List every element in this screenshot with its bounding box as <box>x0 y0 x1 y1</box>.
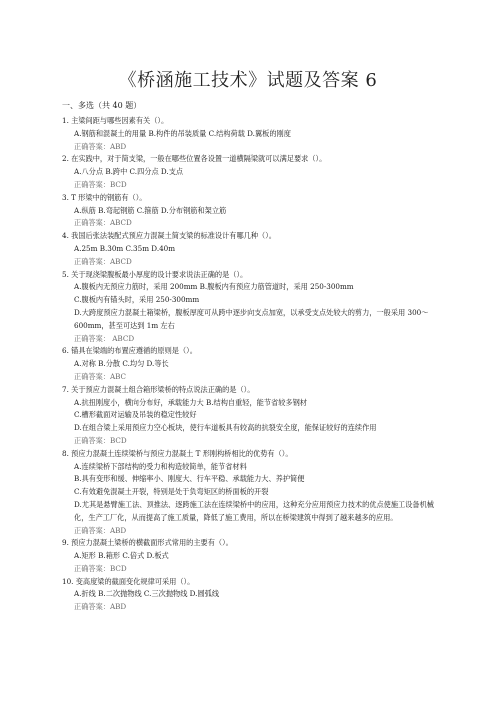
question-list <box>62 115 440 614</box>
section-heading: 一、多选（共 40 题） <box>62 101 142 110</box>
option-line: A.连续梁桥下部结构的受力和构造较简单，能节省材料 <box>74 461 247 471</box>
option-line: A.折线 B.二次抛物线 C.三次抛物线 D.圆弧线 <box>74 589 220 599</box>
answer-line: 正确答案：BCD <box>74 435 127 445</box>
document-body <box>62 100 440 614</box>
option-line: D.大跨度预应力混凝土箱梁桥，腹板厚度可从跨中逐步向支点加宽，以承受支点处较大的剪力，一般采用 300～600mm，甚至可达到 1m 左右 <box>74 307 429 330</box>
question-line: 2. 在实践中，对于简支梁，一般在哪些位置各设置一道横隔梁就可以满足要求（）。 <box>62 154 327 164</box>
question-line: 9. 预应力混凝土梁桥的横截面形式常用的主要有（）。 <box>62 538 233 548</box>
question-line: 6. 锚具在梁端的布置应遵循的原则是（）。 <box>62 346 197 356</box>
option-line: A.对称 B.分散 C.均匀 D.等长 <box>74 359 169 369</box>
question-line: 7. 关于预应力混凝土组合箱形梁桥的特点说法正确的是（）。 <box>62 384 255 394</box>
question-line: 5. 关于现浇梁腹板最小厚度的设计要求说法正确的是（）。 <box>62 269 248 279</box>
option-line: C.槽形截面对运输及吊装的稳定性较好 <box>74 410 197 420</box>
option-line: A.抗扭刚度小，横向分布好，承载能力大 B.结构自重轻，能节省较多钢材 <box>74 397 307 407</box>
answer-line: 正确答案：ABD <box>74 525 127 535</box>
option-line: A.25m B.30m C.35m D.40m <box>74 243 176 253</box>
question-line: 1. 主梁间距与哪些因素有关（）。 <box>62 116 169 125</box>
option-line: C.腹板内有锚头时，采用 250-300mm <box>74 295 200 305</box>
option-line: A.矩形 B.箱形 C.倍式 D.板式 <box>74 551 169 561</box>
option-line: A.腹板内无预应力筋时，采用 200mm B.腹板内有预应力筋管道时，采用 250-300mm <box>74 282 354 292</box>
answer-line: 正确答案：ABD <box>74 602 127 612</box>
question-line: 3. T 形梁中的钢筋有（）。 <box>62 192 147 202</box>
option-line: A.八分点 B.跨中 C.四分点 D.支点 <box>74 167 184 177</box>
option-line: C.有效避免混凝土开裂，特别是处于负弯矩区的桥面板的开裂 <box>74 487 269 497</box>
document-title: 《桥涵施工技术》试题及答案 6 <box>118 70 378 91</box>
option-line: D.尤其是悬臂施工法、顶推法、逐跨施工法在连续梁桥中的应用，这种充分应用预应力技术的优点使施工设备机械化，生产工厂化，从而提高了施工质量，降低了施工费用，所以在桥梁建筑中得到了越来越多的应用。 <box>74 499 434 522</box>
answer-line: 正确答案：ABC <box>74 371 127 381</box>
option-line: A.纵筋 B.弯起钢筋 C.箍筋 D.分布钢筋和架立筋 <box>74 205 227 215</box>
question-line: 10. 变高度梁的截面变化规律可采用（）。 <box>62 576 195 586</box>
answer-line: 正确答案：ABD <box>74 141 127 151</box>
answer-line: 正确答案： ABCD <box>74 333 135 343</box>
option-line: D.在组合梁上采用预应力空心板块，使行车道板具有较高的抗裂安全度，能保证较好的连续作用 <box>74 423 377 433</box>
option-line: A.钢筋和混凝土的用量 B.构件的吊装质量 C.结构荷载 D.翼板的刚度 <box>74 128 291 138</box>
answer-line: 正确答案：ABCD <box>74 256 132 266</box>
answer-line: 正确答案：ABCD <box>74 218 132 228</box>
question-line: 4. 我国后张法装配式预应力混凝土简支梁的标准设计有哪几种（）。 <box>62 231 276 241</box>
question-line: 8. 预应力混凝土连续梁桥与预应力混凝土 T 形刚构桥相比的优势有（）。 <box>62 448 293 458</box>
answer-line: 正确答案：BCD <box>74 563 127 573</box>
answer-line: 正确答案：BCD <box>74 179 127 189</box>
option-line: B.具有变形和缓、伸缩率小、刚度大、行车平稳、承载能力大、养护简便 <box>74 474 305 484</box>
